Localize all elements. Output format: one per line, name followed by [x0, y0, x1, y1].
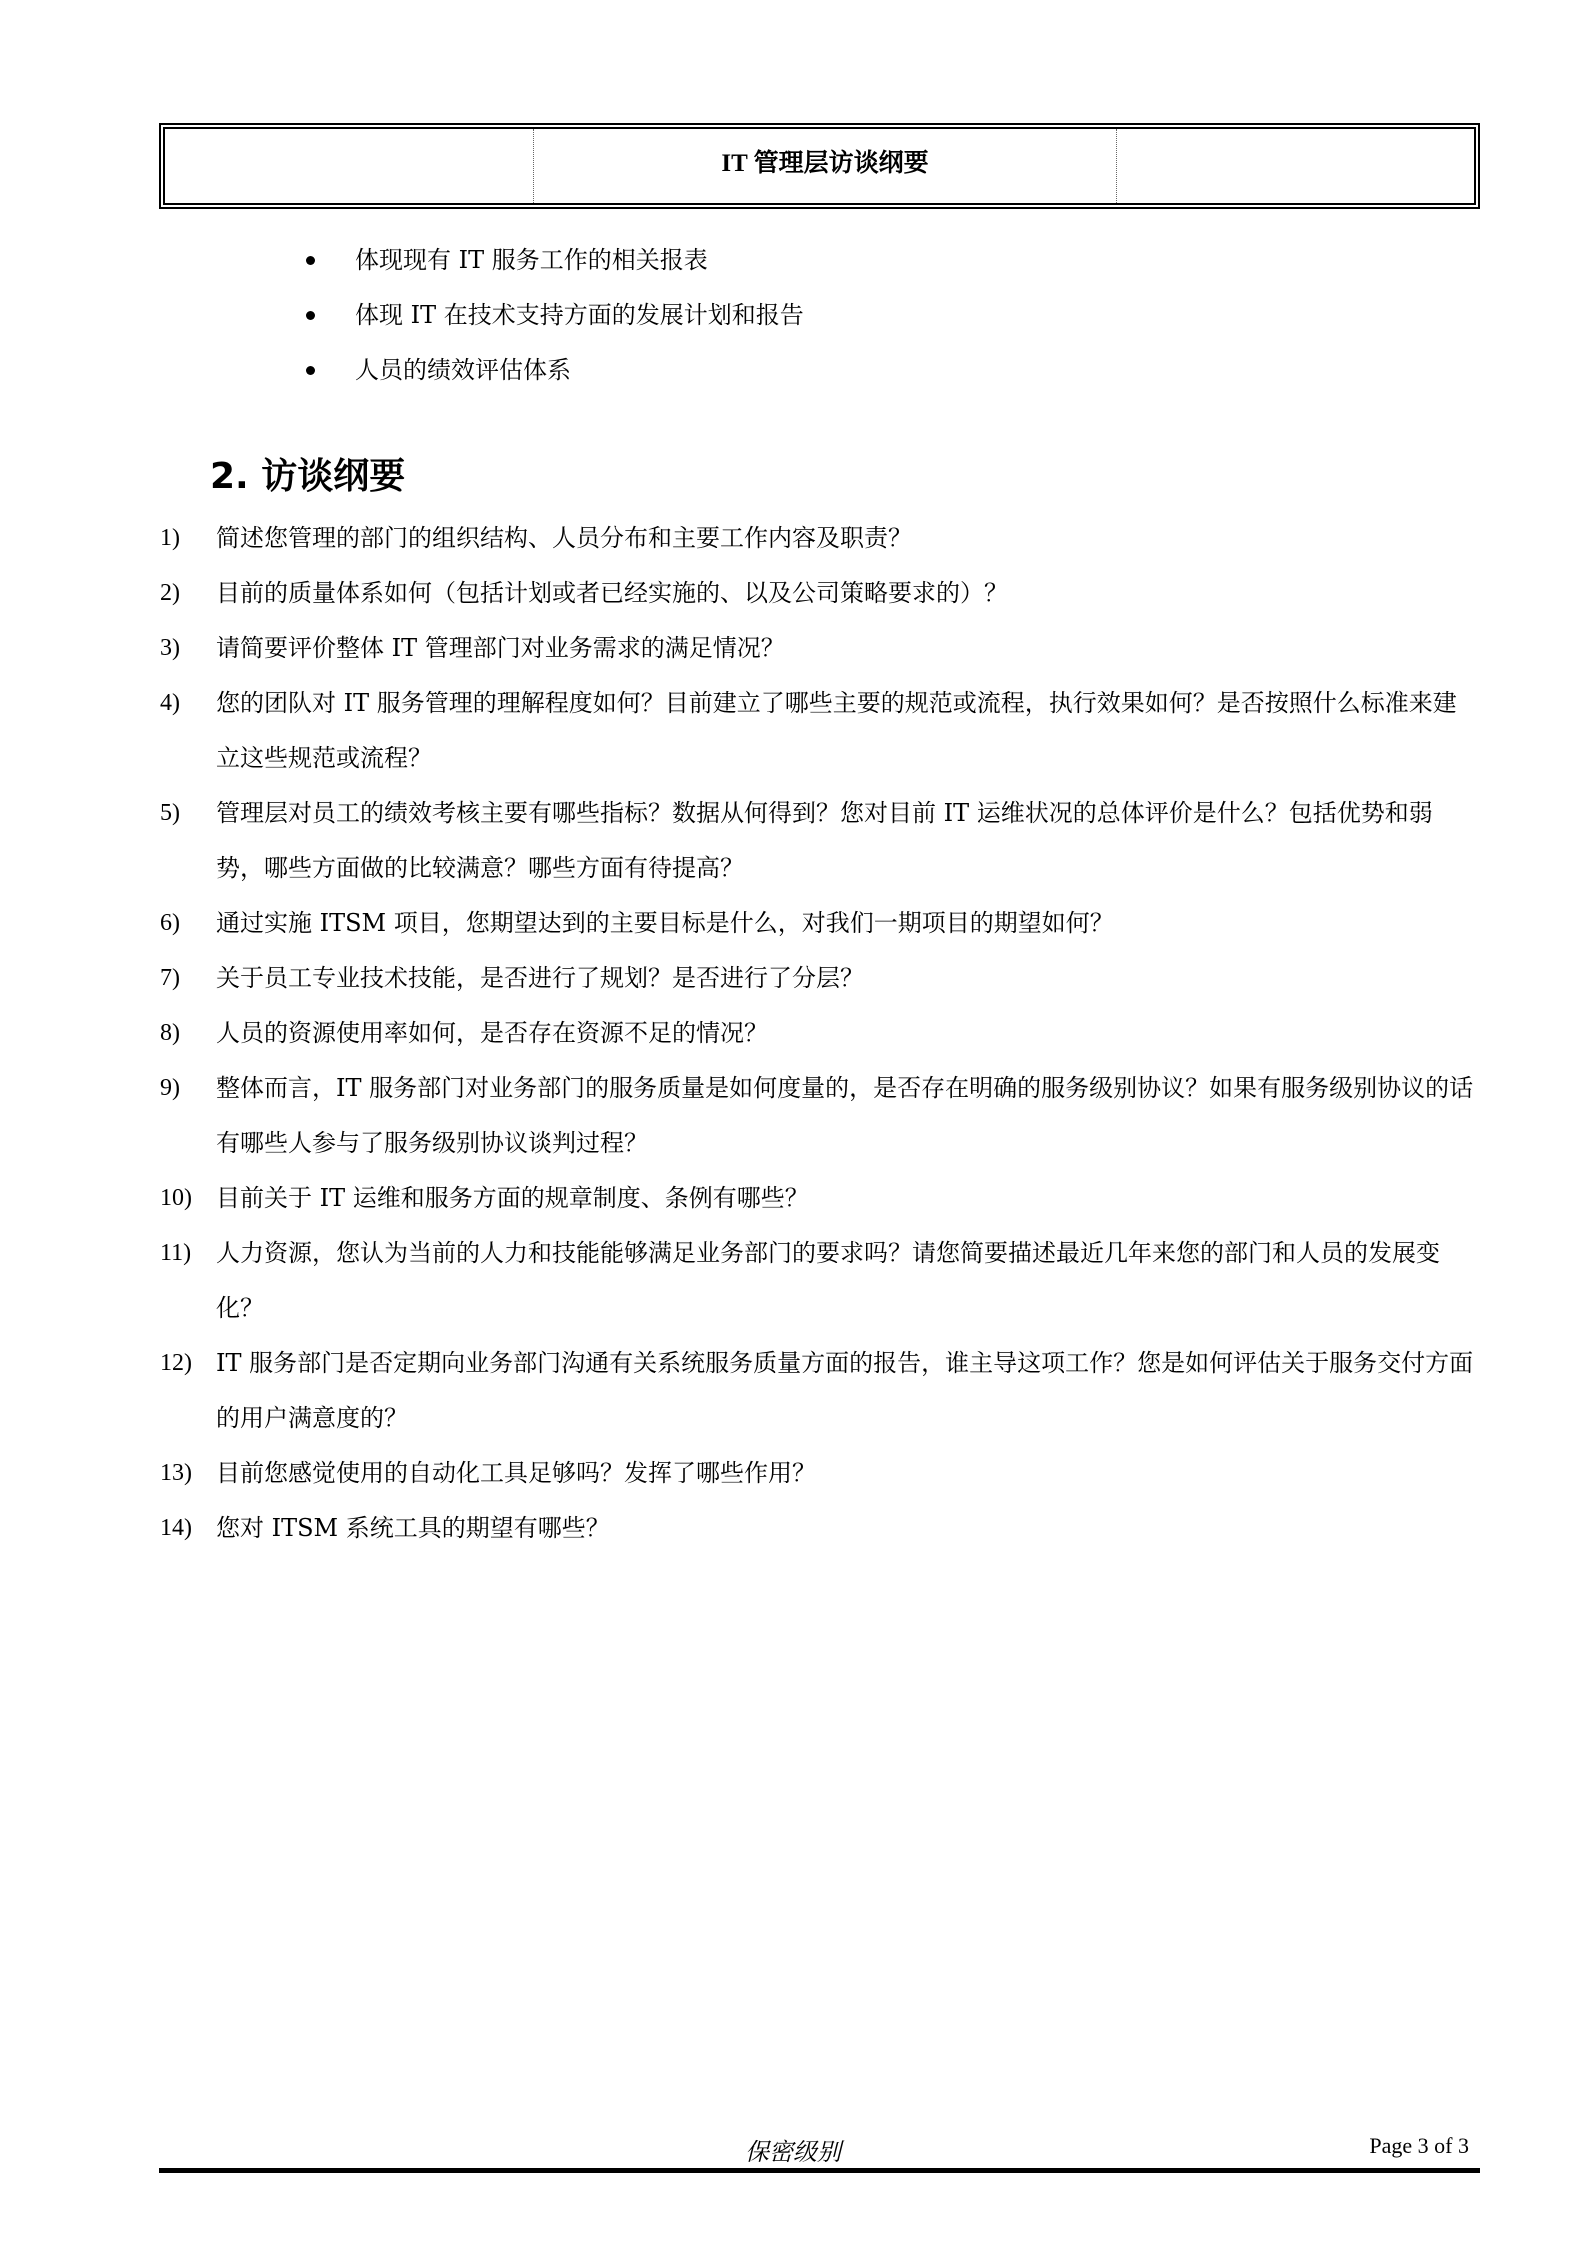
question-item — [160, 621, 1480, 676]
question-number: 5) — [160, 800, 180, 826]
document-page: IT 管理层访谈纲要 体现现有 IT 服务工作的相关报表 体现 IT 在技术支持方面的发展计划和报告 人员的绩效评估体系 2. 访谈纲要 1) 简述您管理的部门的组织结构、人员分布和主要工作内容及职责？ 2) 目前的质量体系如何（包括计划或者已经实施的、以及公司策略要求的）？ 3) 请简要评价整体 IT 管理部门对业务需求的满足情况？ 4) 您的团队对 IT 服务管理的理解程度如何？目前建立了哪些主要的规范或流程，执行效果如何？是否按照什么标准来建立这些规范或流程？ 5) 管理层对员工的绩效考核主要有哪些指标？数据从何得到？您对目前 IT 运维状况的总体评价是什么？包括优势和弱势，哪些方面做的比较满意？哪些方面有待提高？ 6) 通过实施 ITSM 项目，您期望达到的主要目标是什么，对我们一期项目的期望如何？ 7) 关于员工专业技术技能，是否进行了规划？是否进行了分层？ 8) 人员的资源使用率如何，是否存在资源不足的情况？ 9) 整体而言，IT 服务部门对业务部门的服务质量是如何度量的，是否存在明确的服务级别协议？如果有服务级别协议的话有哪些人参与了服务级别协议谈判过程？ 10) 目前关于 IT 运维和服务方面的规章制度、条例有哪些？ 11) 人力资源，您认为当前的人力和技能能够满足业务部门的要求吗？请您简要描述最近几年来您的部门和人员的发展变化？ 12) IT 服务部门是否定期向业务部门沟通有关系统服务质量方面的报告，谁主导这项工作？您是如何评估关于服务交付方面的用户满意度的？ 13) 目前您感觉使用的自动化工具足够吗？发挥了哪些作用？ 14) 您对 ITSM 系统工具的期望有哪些？ 保密级别 Page 3 of 3 — [0, 0, 1587, 2245]
question-text: 目前您感觉使用的自动化工具足够吗？发挥了哪些作用？ — [216, 1459, 816, 1487]
question-item — [160, 1336, 1480, 1446]
header-cell-right — [1117, 129, 1474, 203]
bullet-icon — [306, 311, 315, 320]
question-number: 11) — [160, 1240, 192, 1266]
question-text: 人员的资源使用率如何，是否存在资源不足的情况？ — [216, 1019, 768, 1047]
question-text: 人力资源，您认为当前的人力和技能能够满足业务部门的要求吗？请您简要描述最近几年来您的部门和人员的发展变化？ — [216, 1239, 1440, 1322]
question-text: 简述您管理的部门的组织结构、人员分布和主要工作内容及职责？ — [216, 524, 912, 552]
question-item — [160, 896, 1480, 951]
question-number: 6) — [160, 910, 180, 936]
question-text: IT 服务部门是否定期向业务部门沟通有关系统服务质量方面的报告，谁主导这项工作？您是如何评估关于服务交付方面的用户满意度的？ — [216, 1349, 1474, 1432]
footer-rule — [159, 2168, 1480, 2173]
question-number: 9) — [160, 1075, 180, 1101]
footer-page-number: Page 3 of 3 — [1369, 2133, 1469, 2158]
question-number: 2) — [160, 580, 180, 606]
question-list — [160, 511, 1480, 1556]
question-text: 目前的质量体系如何（包括计划或者已经实施的、以及公司策略要求的）？ — [216, 579, 1008, 607]
question-text: 整体而言，IT 服务部门对业务部门的服务质量是如何度量的，是否存在明确的服务级别协议？如果有服务级别协议的话有哪些人参与了服务级别协议谈判过程？ — [216, 1074, 1474, 1157]
question-number: 7) — [160, 965, 180, 991]
question-item — [160, 1061, 1480, 1171]
question-item — [160, 951, 1480, 1006]
question-number: 10) — [160, 1185, 192, 1211]
question-number: 14) — [160, 1515, 192, 1541]
question-number: 4) — [160, 690, 180, 716]
question-text: 您的团队对 IT 服务管理的理解程度如何？目前建立了哪些主要的规范或流程，执行效果如何？是否按照什么标准来建立这些规范或流程？ — [216, 689, 1457, 772]
question-text: 通过实施 ITSM 项目，您期望达到的主要目标是什么，对我们一期项目的期望如何？ — [216, 909, 1114, 937]
header-title: IT 管理层访谈纲要 — [534, 129, 1117, 203]
question-item — [160, 1446, 1480, 1501]
header-table — [159, 123, 1480, 209]
question-text: 您对 ITSM 系统工具的期望有哪些？ — [216, 1514, 610, 1542]
question-number: 12) — [160, 1350, 192, 1376]
question-number: 13) — [160, 1460, 192, 1486]
question-item — [160, 676, 1480, 786]
question-text: 目前关于 IT 运维和服务方面的规章制度、条例有哪些？ — [216, 1184, 809, 1212]
question-item — [160, 566, 1480, 621]
question-text: 管理层对员工的绩效考核主要有哪些指标？数据从何得到？您对目前 IT 运维状况的总体评价是什么？包括优势和弱势，哪些方面做的比较满意？哪些方面有待提高？ — [216, 799, 1433, 882]
question-number: 8) — [160, 1020, 180, 1046]
question-item — [160, 511, 1480, 566]
question-item — [160, 1501, 1480, 1556]
bullet-icon — [306, 256, 315, 265]
question-number: 1) — [160, 525, 180, 551]
question-item — [160, 1171, 1480, 1226]
section-heading: 2. 访谈纲要 — [210, 456, 406, 497]
bullet-icon — [306, 366, 315, 375]
question-text: 请简要评价整体 IT 管理部门对业务需求的满足情况？ — [216, 634, 785, 662]
question-number: 3) — [160, 635, 180, 661]
question-item — [160, 786, 1480, 896]
question-item — [160, 1226, 1480, 1336]
question-text: 关于员工专业技术技能，是否进行了规划？是否进行了分层？ — [216, 964, 864, 992]
question-item — [160, 1006, 1480, 1061]
header-cell-left — [165, 129, 534, 203]
footer-classification: 保密级别 — [745, 2138, 841, 2166]
